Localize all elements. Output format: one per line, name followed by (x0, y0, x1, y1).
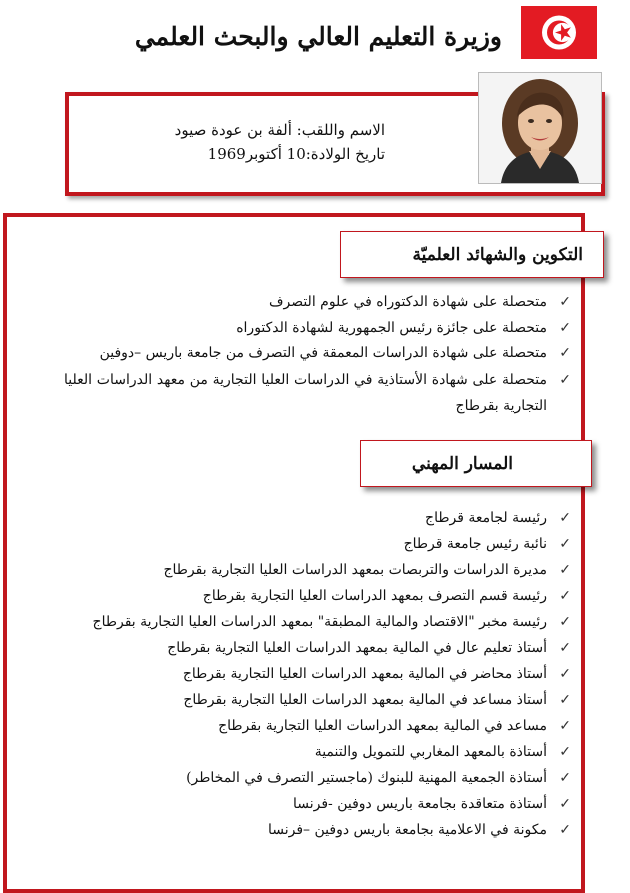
check-icon: ✓ (559, 822, 571, 838)
check-icon: ✓ (559, 371, 571, 388)
education-section-title: التكوين والشهائد العلميّة (412, 244, 583, 265)
check-icon: ✓ (559, 666, 571, 682)
list-item: ✓ أستاذة الجمعية المهنية للبنوك (ماجستير التصرف في المخاطر) (44, 765, 574, 791)
list-item: ✓ أستاذة متعاقدة بجامعة باريس دوفين -فرنسا (44, 791, 574, 817)
career-section-title: المسار المهني (411, 453, 513, 474)
list-item: ✓ أستاذ مساعد في المالية بمعهد الدراسات العليا التجارية بقرطاج (44, 687, 574, 713)
identity-details (175, 118, 385, 166)
check-icon: ✓ (559, 744, 571, 760)
birth-date-line: تاريخ الولادة:10 أكتوبر1969 (207, 145, 385, 163)
list-item: ✓ متحصلة على شهادة الدكتوراه في علوم التصرف (64, 290, 574, 316)
list-item: ✓ أستاذ محاضر في المالية بمعهد الدراسات العليا التجارية بقرطاج (44, 661, 574, 687)
list-item: ✓ رئيسة قسم التصرف بمعهد الدراسات العليا التجارية بقرطاج (44, 583, 574, 609)
tunisia-flag-icon (521, 6, 597, 59)
check-icon: ✓ (559, 718, 571, 734)
check-icon: ✓ (559, 614, 571, 630)
list-item: ✓ رئيسة مخبر "الاقتصاد والمالية المطبقة" بمعهد الدراسات العليا التجارية بقرطاج (44, 609, 574, 635)
check-icon: ✓ (559, 536, 571, 552)
check-icon: ✓ (559, 319, 571, 336)
list-item: ✓ رئيسة لجامعة قرطاج (44, 505, 574, 531)
education-section-header (340, 231, 604, 278)
list-item: ✓ مساعد في المالية بمعهد الدراسات العليا التجارية بقرطاج (44, 713, 574, 739)
education-list (64, 290, 574, 419)
list-item: ✓ نائبة رئيس جامعة قرطاج (44, 531, 574, 557)
list-item: ✓ أستاذ تعليم عال في المالية بمعهد الدراسات العليا التجارية بقرطاج (44, 635, 574, 661)
check-icon: ✓ (559, 510, 571, 526)
name-line: الاسم واللقب: ألفة بن عودة صيود (174, 121, 385, 139)
profile-photo (478, 72, 602, 184)
list-item: ✓ مكونة في الاعلامية بجامعة باريس دوفين –فرنسا (44, 817, 574, 843)
check-icon: ✓ (559, 692, 571, 708)
career-list (44, 505, 574, 843)
list-item: ✓ أستاذة بالمعهد المغاربي للتمويل والتنمية (44, 739, 574, 765)
list-item: ✓ مديرة الدراسات والتربصات بمعهد الدراسات العليا التجارية بقرطاج (44, 557, 574, 583)
ministry-title: وزيرة التعليم العالي والبحث العلمي (134, 22, 502, 51)
list-item: ✓ متحصلة على شهادة الدراسات المعمقة في التصرف من جامعة باريس –دوفين (64, 341, 574, 367)
check-icon: ✓ (559, 770, 571, 786)
portrait-image (479, 73, 601, 183)
flag-emblem (521, 6, 597, 59)
check-icon: ✓ (559, 345, 571, 361)
career-section-header (360, 440, 592, 487)
check-icon: ✓ (559, 294, 571, 310)
check-icon: ✓ (559, 796, 571, 812)
check-icon: ✓ (559, 588, 571, 604)
check-icon: ✓ (559, 562, 571, 578)
check-icon: ✓ (559, 640, 571, 656)
list-item: ✓ متحصلة على جائزة رئيس الجمهورية لشهادة الدكتوراه (64, 316, 574, 342)
list-item: ✓ متحصلة على شهادة الأستاذية في الدراسات العليا التجارية من معهد الدراسات العليا التجارية بقرطاج (64, 367, 574, 419)
